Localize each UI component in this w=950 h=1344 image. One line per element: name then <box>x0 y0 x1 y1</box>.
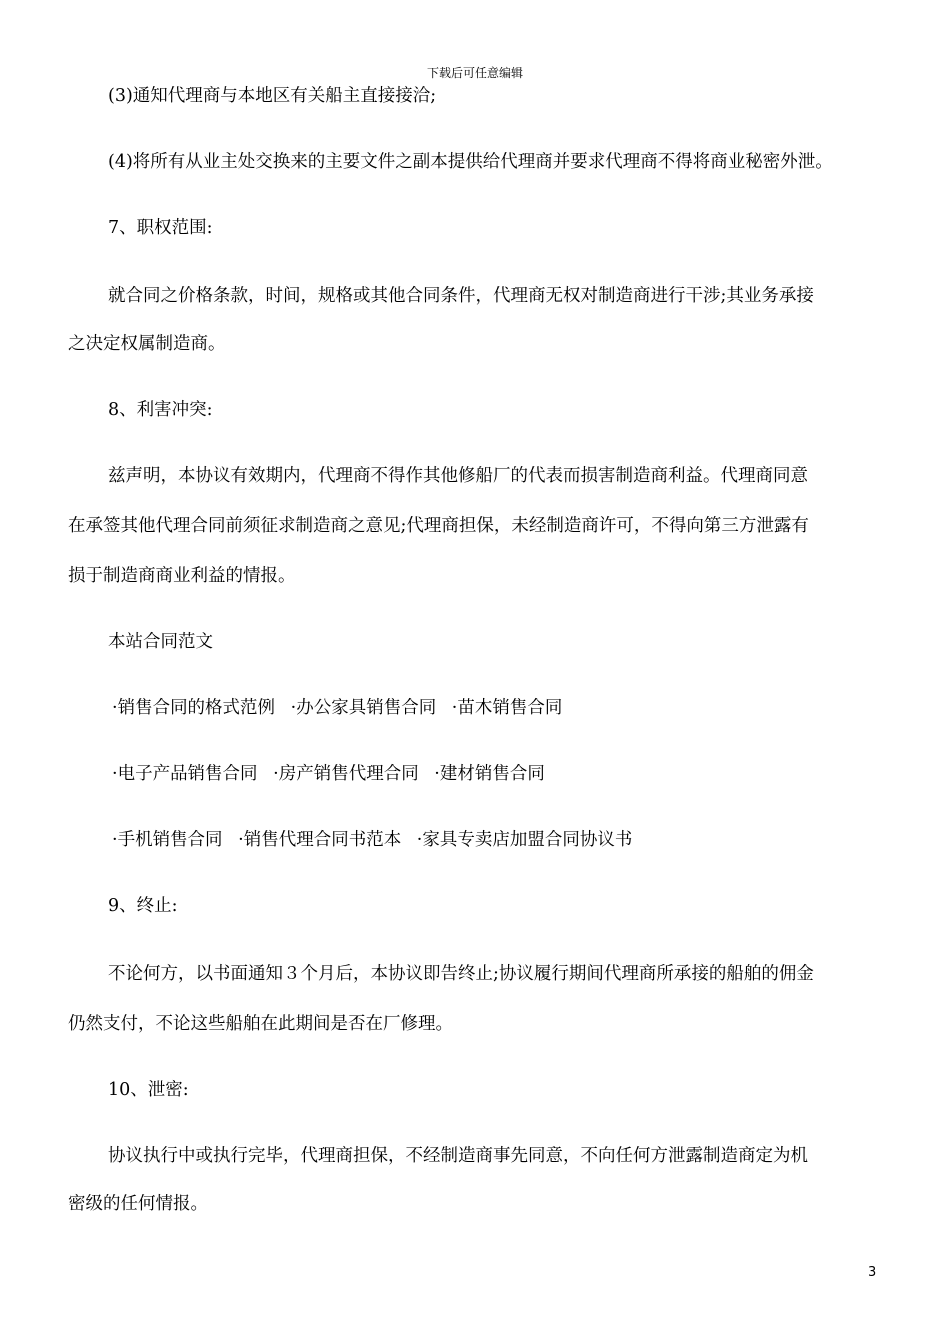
section-9-text-line-1: 不论何方，以书面通知３个月后，本协议即告终止;协议履行期间代理商所承接的船舶的佣金 <box>108 964 814 984</box>
link-phone-sales-contract[interactable]: ·手机销售合同 <box>112 830 223 850</box>
section-9-text-line-2: 仍然支付，不论这些船舶在此期间是否在厂修理。 <box>68 1014 453 1034</box>
section-10-text-line-2: 密级的任何情报。 <box>68 1194 208 1214</box>
link-row-2 <box>112 762 555 786</box>
site-contracts-title: 本站合同范文 <box>108 632 213 652</box>
link-building-materials-contract[interactable]: ·建材销售合同 <box>434 764 545 784</box>
link-seedling-contract[interactable]: ·苗木销售合同 <box>451 698 563 718</box>
section-heading-10: 10、泄密: <box>108 1080 189 1100</box>
section-8-text-line-2: 在承签其他代理合同前须征求制造商之意见;代理商担保，未经制造商许可，不得向第三方泄露有 <box>68 516 809 536</box>
section-heading-8: 8、利害冲突: <box>108 400 213 420</box>
section-8-text-line-1: 兹声明，本协议有效期内，代理商不得作其他修船厂的代表而损害制造商利益。代理商同意 <box>108 466 808 486</box>
link-row-3 <box>112 828 642 852</box>
section-heading-9: 9、终止: <box>108 896 178 916</box>
page-number: 3 <box>868 1265 877 1280</box>
section-10-text-line-1: 协议执行中或执行完毕，代理商担保，不经制造商事先同意，不向任何方泄露制造商定为机 <box>108 1146 808 1166</box>
link-real-estate-agency-contract[interactable]: ·房产销售代理合同 <box>273 764 419 784</box>
link-sales-agency-template[interactable]: ·销售代理合同书范本 <box>238 830 402 850</box>
link-electronics-contract[interactable]: ·电子产品销售合同 <box>112 764 258 784</box>
paragraph-item-4: (4)将所有从业主处交换来的主要文件之副本提供给代理商并要求代理商不得将商业秘密外泄。 <box>108 152 833 172</box>
link-office-furniture-contract[interactable]: ·办公家具销售合同 <box>290 698 437 718</box>
section-7-text-line-1: 就合同之价格条款，时间，规格或其他合同条件，代理商无权对制造商进行干涉;其业务承接 <box>108 286 814 306</box>
section-8-text-line-3: 损于制造商商业利益的情报。 <box>68 566 296 586</box>
section-heading-7: 7、职权范围: <box>108 218 213 238</box>
link-sales-contract-format[interactable]: ·销售合同的格式范例 <box>112 698 276 718</box>
link-row-1 <box>112 696 572 720</box>
header-note: 下载后可任意编辑 <box>426 66 523 80</box>
link-furniture-franchise-agreement[interactable]: ·家具专卖店加盟合同协议书 <box>416 830 633 850</box>
section-7-text-line-2: 之决定权属制造商。 <box>68 334 226 354</box>
paragraph-item-3: (3)通知代理商与本地区有关船主直接接洽; <box>108 86 437 106</box>
